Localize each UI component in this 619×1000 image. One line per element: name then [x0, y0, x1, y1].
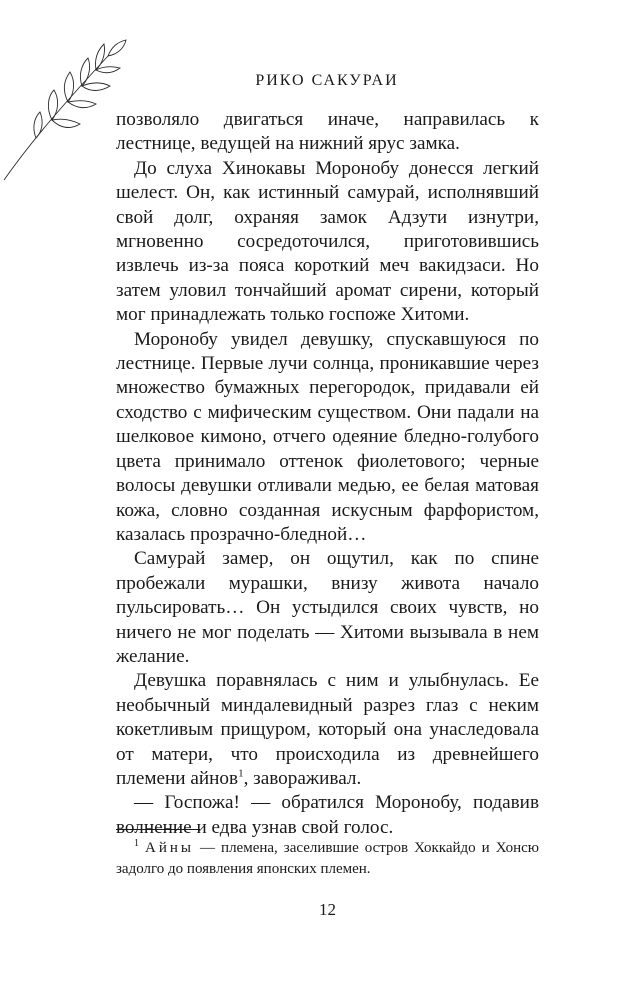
- paragraph: — Госпожа! — обратился Моронобу, подавив волнение и едва узнав свой голос.: [116, 792, 539, 838]
- footnote-reference[interactable]: 1: [238, 767, 244, 780]
- paragraph: [116, 669, 539, 791]
- running-head: РИКО САКУРАИ: [255, 72, 399, 89]
- footnote: [116, 838, 539, 880]
- paragraph: Моронобу увидел девушку, спускавшуюся по лестнице. Первые лучи солнца, проникавшие через множество бумажных перегородок, придавали ей сходство с мифическим существом. Они падали на шелковое кимоно, отчего одеяние бледно-голубого цвета принимало оттенок фиолетового; черные волосы девушки отливали медью, ее белая матовая кожа, словно созданная искусным фарфористом, казалась прозрачно-бледной…: [116, 328, 539, 545]
- footnote-term: Айны: [145, 840, 194, 856]
- footnote-text: — племена, заселившие остров Хоккайдо и Хонсю задолго до появления японских племен.: [116, 840, 540, 877]
- paragraph: До слуха Хинокавы Моронобу донесся легкий шелест. Он, как истинный самурай, исполнявший свой долг, охраняя замок Адзути изнутри, мгновенно сосредоточился, приготовившись извлечь из-за пояса короткий меч вакидзаси. Но затем уловил тончайший аромат сирени, который мог принадлежать только госпоже Хитоми.: [116, 157, 539, 326]
- paragraph-text: , завораживал.: [243, 767, 362, 789]
- paragraph-text: Девушка поравнялась с ним и улыбнулась. Ее необычный миндалевидный разрез глаз с неким кокетливым прищуром, который она унаследовала от матери, что происходила из древнейшего племени айнов: [116, 670, 539, 789]
- paragraph: Самурай замер, он ощутил, как по спине пробежали мурашки, внизу живота начало пульсировать… Он устыдился своих чувств, но ничего не мог поделать — Хитоми вызывала в нем желание.: [116, 548, 539, 667]
- paragraph: позволяло двигаться иначе, направилась к лестнице, ведущей на нижний ярус замка.: [116, 109, 539, 155]
- body-text: [116, 108, 539, 840]
- leaf-branch-icon: [0, 38, 135, 183]
- footnote-divider: [116, 829, 200, 830]
- page-number: 12: [319, 900, 336, 919]
- footnote-marker: 1: [134, 838, 139, 849]
